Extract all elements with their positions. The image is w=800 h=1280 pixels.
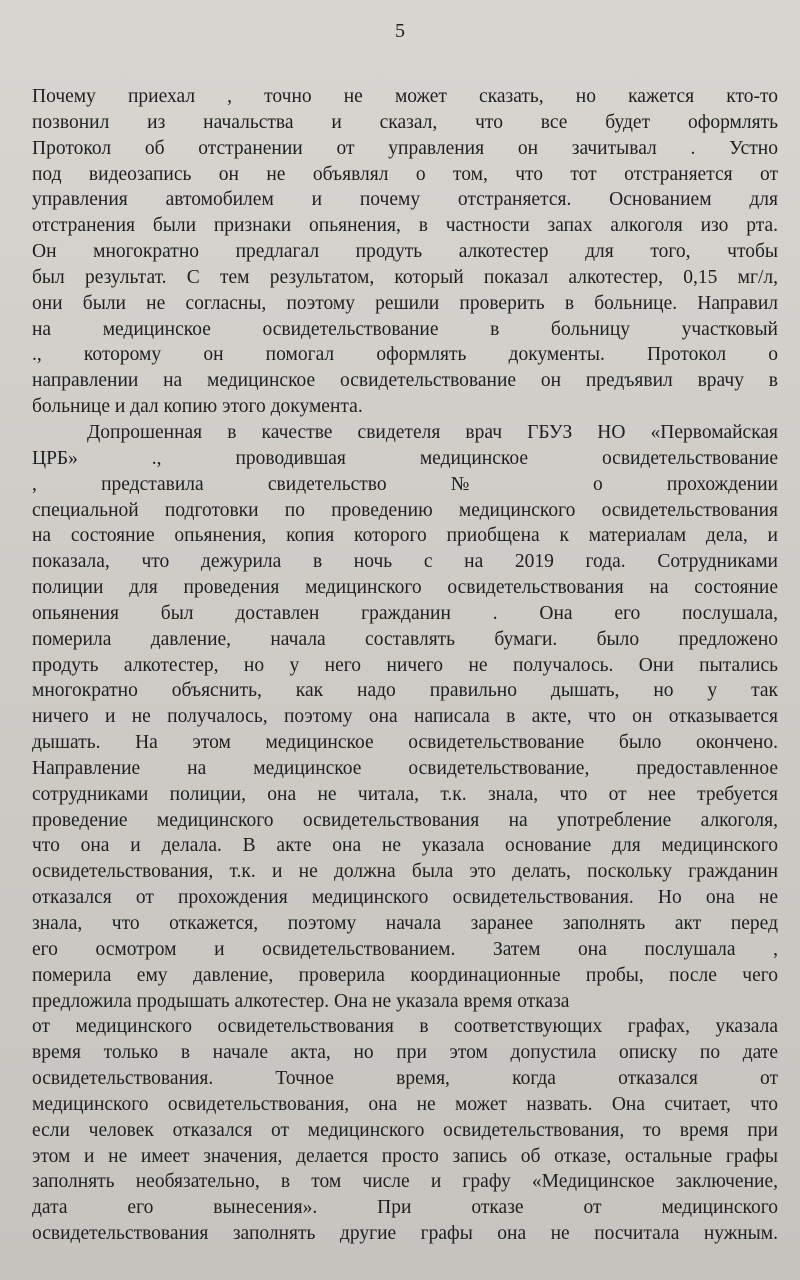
text-line: Направление на медицинское освидетельствование, предоставленное [32, 757, 778, 779]
text-line: на медицинское освидетельствование в больницу участковый [32, 318, 778, 340]
text-line: дата его вынесения». При отказе от медицинского [32, 1197, 778, 1219]
text-line: знала, что откажется, поэтому начала заранее заполнять акт перед [32, 913, 778, 934]
text-line: померила давление, начала составлять бумаги. было предложено [32, 628, 778, 650]
text-line: освидетельствования, т.к. и не должна была это делать, поскольку гражданин [32, 861, 778, 883]
text-line: ., которому он помогал оформлять документы. Протокол о [32, 344, 778, 366]
document-body [32, 84, 778, 1247]
text-line: заполнять необязательно, в том числе и графу «Медицинское заключение, [32, 1171, 778, 1193]
text-line: этом и не имеет значения, делается просто запись об отказе, остальные графы [32, 1145, 778, 1167]
text-line: освидетельствования. Точное время, когда отказался от [32, 1068, 778, 1090]
text-line: его осмотром и освидетельствованием. Затем она послушала , [32, 938, 778, 960]
text-line: многократно объяснить, как надо правильно дышать, но у так [32, 680, 778, 702]
text-line: дышать. На этом медицинское освидетельствование было окончено. [32, 732, 778, 754]
text-line: если человек отказался от медицинского освидетельствования, то время при [32, 1119, 778, 1141]
text-line: померила ему давление, проверила координационные пробы, после чего [32, 964, 778, 986]
text-line: ЦРБ» ., проводившая медицинское освидетельствование [32, 447, 778, 469]
text-line: специальной подготовки по проведению медицинского освидетельствования [32, 499, 778, 521]
text-line: Он многократно предлагал продуть алкотестер для того, чтобы [32, 241, 778, 263]
text-line: больнице и дал копию этого документа. [32, 396, 363, 418]
text-line: время только в начале акта, но при этом допустила описку по дате [32, 1042, 778, 1064]
text-line: управления автомобилем и почему отстраняется. Основанием для [32, 189, 778, 211]
text-line: ничего и не получалось, поэтому она написала в акте, что он отказывается [32, 706, 778, 728]
text-line: показала, что дежурила в ночь с на 2019 года. Сотрудниками [32, 551, 778, 573]
text-line: полиции для проведения медицинского освидетельствования на состояние [32, 577, 778, 599]
text-line: проведение медицинского освидетельствования на употребление алкоголя, [32, 809, 778, 831]
text-line: , представила свидетельство № о прохождении [32, 473, 778, 495]
text-line: они были не согласны, поэтому решили проверить в больнице. Направил [32, 292, 778, 314]
text-line: опьянения был доставлен гражданин . Она его послушала, [32, 602, 778, 624]
text-line: Почему приехал , точно не может сказать, но кажется кто-то [32, 86, 778, 107]
text-line: медицинского освидетельствования, она не может назвать. Она считает, что [32, 1093, 778, 1115]
text-line: отстранения были признаки опьянения, в частности запах алкоголя изо рта. [32, 215, 778, 237]
text-line: предложила продышать алкотестер. Она не указала время отказа [32, 990, 570, 1012]
text-line: Протокол об отстранении от управления он зачитывал . Устно [32, 137, 778, 159]
text-line: отказался от прохождения медицинского освидетельствования. Но она не [32, 887, 778, 909]
text-line: под видеозапись он не объявлял о том, что тот отстраняется от [32, 163, 778, 185]
text-line: освидетельствования заполнять другие графы она не посчитала нужным. [32, 1223, 778, 1245]
page-number: 5 [395, 20, 405, 42]
text-line: на состояние опьянения, копия которого приобщена к материалам дела, и [32, 525, 778, 547]
text-line: направлении на медицинское освидетельствование он предъявил врачу в [32, 370, 778, 392]
text-line: был результат. С тем результатом, который показал алкотестер, 0,15 мг/л, [32, 266, 778, 288]
text-line: позвонил из начальства и сказал, что все будет оформлять [32, 111, 778, 133]
text-line: продуть алкотестер, но у него ничего не получалось. Они пытались [32, 654, 778, 676]
text-line: сотрудниками полиции, она не читала, т.к. знала, что от нее требуется [32, 783, 778, 805]
text-line: Допрошенная в качестве свидетеля врач ГБУЗ НО «Первомайская [87, 421, 778, 443]
text-line: от медицинского освидетельствования в соответствующих графах, указала [32, 1016, 778, 1038]
text-line: что она и делала. В акте она не указала основание для медицинского [32, 835, 778, 857]
